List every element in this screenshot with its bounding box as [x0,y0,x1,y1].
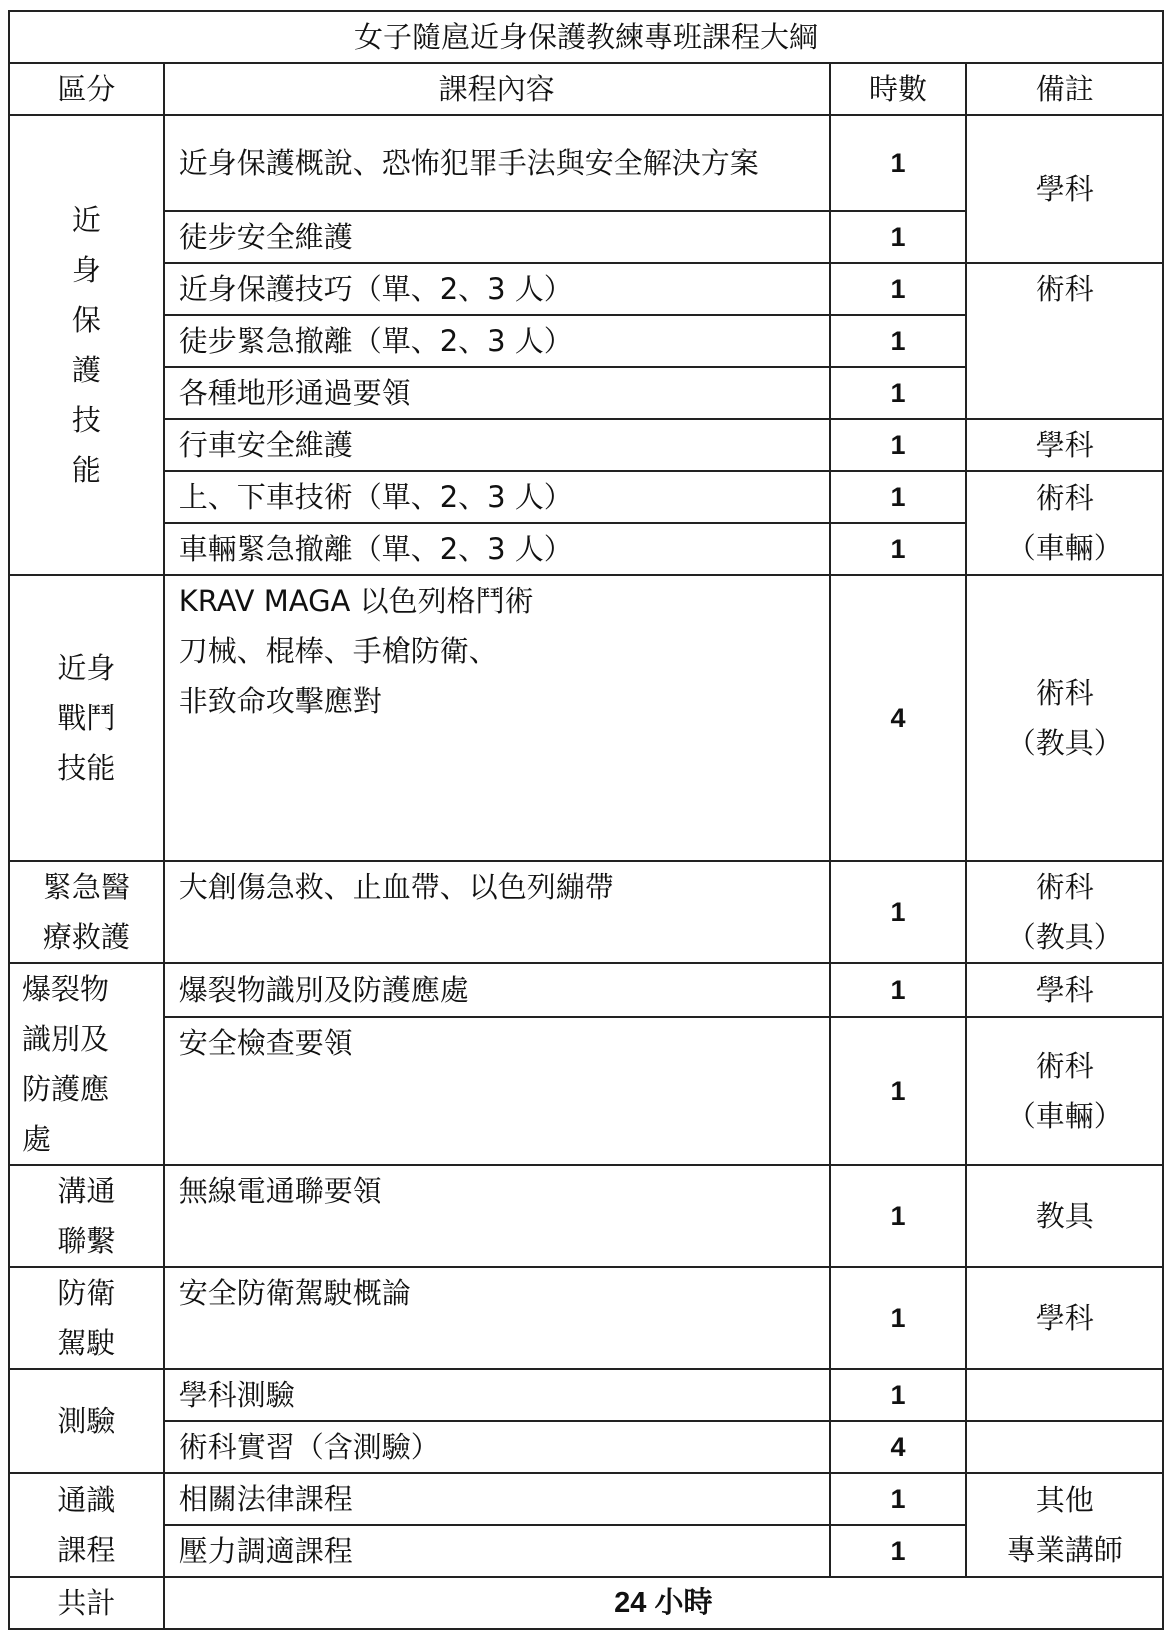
course-hours: 4 [830,1421,967,1473]
category-char: 保 [71,303,101,337]
total-label: 共計 [9,1577,164,1629]
course-content: KRAV MAGA 以色列格鬥術 刀械、棍棒、手槍防衛、 非致命攻擊應對 [164,575,830,861]
category-char: 技 [71,403,101,437]
header-category: 區分 [9,63,164,115]
course-content: 近身保護概說、恐怖犯罪手法與安全解決方案 [164,115,830,211]
category-cell: 防衛 駕駛 [9,1267,164,1369]
category-char: 護 [71,353,101,387]
header-hours: 時數 [830,63,967,115]
course-content: 上、下車技術（單、2、3 人） [164,471,830,523]
total-row [9,1577,1163,1629]
header-row [9,63,1163,115]
course-hours: 1 [830,367,967,419]
course-remark: 術科 （車輛） [966,471,1163,575]
course-content: 近身保護技巧（單、2、3 人） [164,263,830,315]
course-remark [966,1421,1163,1473]
table-row [9,1369,1163,1421]
table-row [9,419,1163,471]
course-outline-table [8,10,1164,1630]
category-cell: 爆裂物 識別及 防護應 處 [9,963,164,1165]
course-content: 行車安全維護 [164,419,830,471]
header-remarks: 備註 [966,63,1163,115]
course-hours: 1 [830,963,967,1017]
course-remark: 其他 專業講師 [966,1473,1163,1577]
course-content: 大創傷急救、止血帶、以色列繃帶 [164,861,830,963]
table-row [9,575,1163,861]
table-row [9,1421,1163,1473]
course-content: 壓力調適課程 [164,1525,830,1577]
category-cell: 測驗 [9,1369,164,1473]
category-char: 身 [71,253,101,287]
table-row [9,471,1163,523]
course-remark: 學科 [966,1267,1163,1369]
course-hours: 1 [830,263,967,315]
course-hours: 1 [830,471,967,523]
table-row [9,1267,1163,1369]
course-content: 安全防衛駕駛概論 [164,1267,830,1369]
course-remark: 學科 [966,963,1163,1017]
course-hours: 1 [830,1165,967,1267]
course-remark: 學科 [966,419,1163,471]
course-content: 車輛緊急撤離（單、2、3 人） [164,523,830,575]
table-row [9,861,1163,963]
course-remark: 術科 （車輛） [966,1017,1163,1165]
table-row [9,1017,1163,1165]
course-remark: 術科 [966,263,1163,419]
course-hours: 1 [830,211,967,263]
course-remark: 術科 （教具） [966,575,1163,861]
table-row [9,263,1163,315]
category-cell: 緊急醫 療救護 [9,861,164,963]
course-content: 相關法律課程 [164,1473,830,1525]
course-content: 學科測驗 [164,1369,830,1421]
course-content: 徒步安全維護 [164,211,830,263]
category-cell: 近身 戰鬥 技能 [9,575,164,861]
course-content: 無線電通聯要領 [164,1165,830,1267]
course-content: 爆裂物識別及防護應處 [164,963,830,1017]
table-row [9,963,1163,1017]
table-row [9,115,1163,211]
course-hours: 1 [830,861,967,963]
header-content: 課程內容 [164,63,830,115]
course-hours: 1 [830,419,967,471]
category-char: 近 [71,203,101,237]
course-content: 各種地形通過要領 [164,367,830,419]
course-remark [966,1369,1163,1421]
course-hours: 1 [830,1525,967,1577]
course-hours: 1 [830,523,967,575]
course-remark: 術科 （教具） [966,861,1163,963]
course-remark: 學科 [966,115,1163,263]
table-row [9,1165,1163,1267]
course-hours: 1 [830,1369,967,1421]
course-hours: 4 [830,575,967,861]
course-hours: 1 [830,1267,967,1369]
course-remark: 教具 [966,1165,1163,1267]
course-content: 安全檢查要領 [164,1017,830,1165]
course-hours: 1 [830,115,967,211]
table-row [9,1473,1163,1525]
course-content: 徒步緊急撤離（單、2、3 人） [164,315,830,367]
total-value: 24 小時 [164,1577,1163,1629]
category-cell: 通識 課程 [9,1473,164,1577]
category-cell: 溝通 聯繫 [9,1165,164,1267]
course-content: 術科實習（含測驗） [164,1421,830,1473]
category-cell [9,115,164,575]
course-hours: 1 [830,1017,967,1165]
course-hours: 1 [830,315,967,367]
course-hours: 1 [830,1473,967,1525]
table-title: 女子隨扈近身保護教練專班課程大綱 [9,11,1163,63]
category-char: 能 [71,453,101,487]
